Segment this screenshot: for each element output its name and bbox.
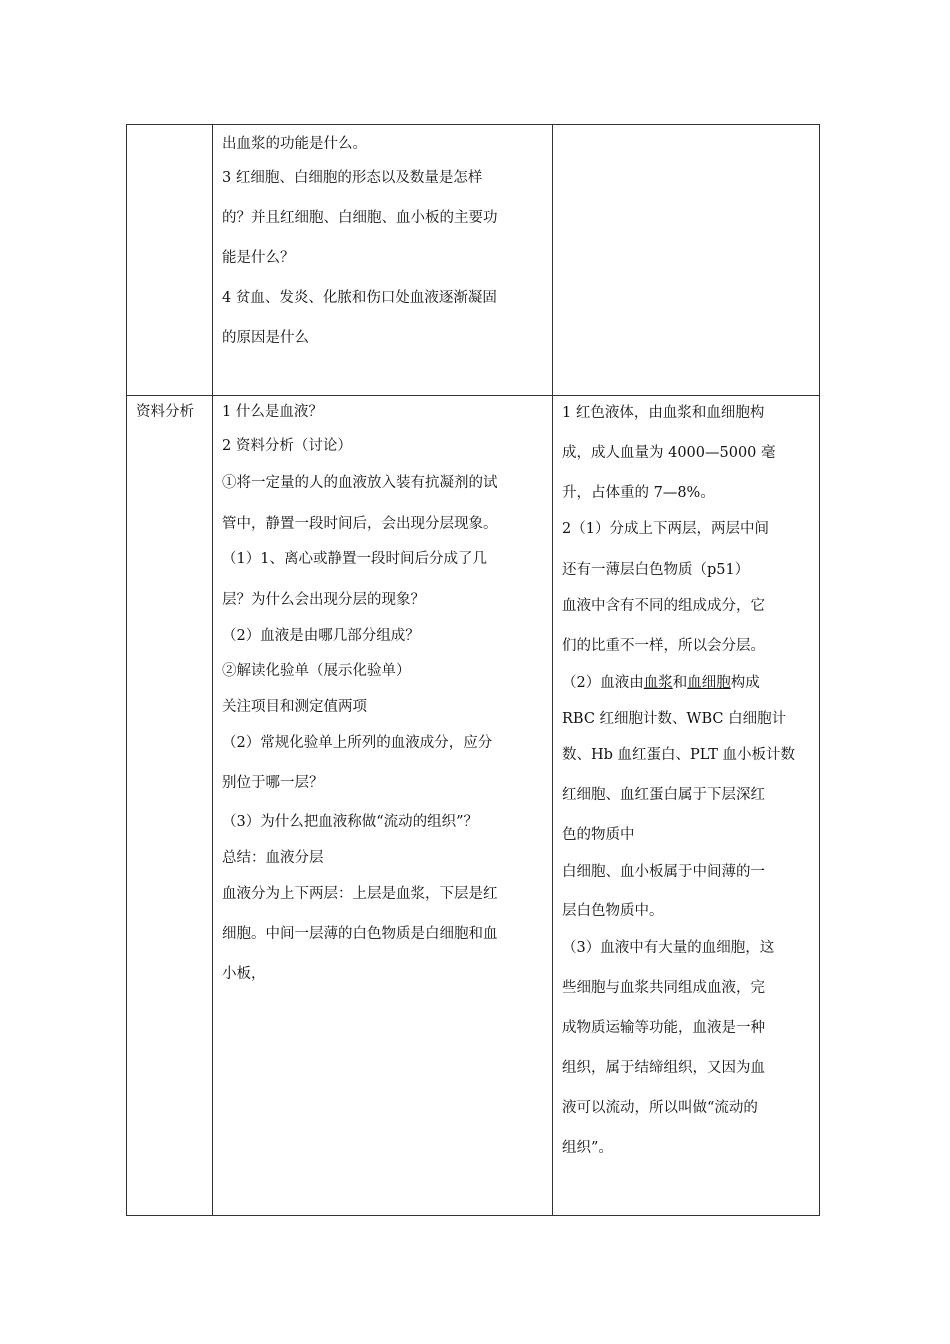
text-line: 3 红细胞、白细胞的形态以及数量是怎样 xyxy=(222,170,483,186)
text-line: 还有一薄层白色物质（p51） xyxy=(562,562,750,578)
row-divider xyxy=(127,395,819,396)
text-line: 血液分为上下两层：上层是血浆，下层是红 xyxy=(222,886,498,902)
text-line: 管中，静置一段时间后，会出现分层现象。 xyxy=(222,516,498,532)
text-line: 的原因是什么 xyxy=(222,330,309,346)
text-line: 出血浆的功能是什么。 xyxy=(222,136,367,152)
text-line: 色的物质中 xyxy=(562,827,635,843)
text-line: 小板， xyxy=(222,966,266,982)
text-line: 组织”。 xyxy=(562,1140,613,1156)
text-line: 2（1）分成上下两层，两层中间 xyxy=(562,521,769,537)
text-line: 们的比重不一样，所以会分层。 xyxy=(562,638,765,654)
column-divider-1 xyxy=(212,125,213,1215)
text-line: 能是什么？ xyxy=(222,250,295,266)
blood-cells-term: 血细胞 xyxy=(687,675,731,691)
composition-mid: 和 xyxy=(672,675,688,691)
text-line: 成，成人血量为 4000—5000 毫 xyxy=(562,445,776,461)
text-line: 关注项目和测定值两项 xyxy=(222,699,367,715)
text-line: （2）常规化验单上所列的血液成分，应分 xyxy=(222,735,493,751)
text-line: 升，占体重的 7—8%。 xyxy=(562,485,715,501)
text-line: 1 红色液体，由血浆和血细胞构 xyxy=(562,405,765,421)
text-line: 2 资料分析（讨论） xyxy=(222,438,352,454)
text-line: 总结：血液分层 xyxy=(222,850,324,866)
text-line: 层？为什么会出现分层的现象？ xyxy=(222,592,425,608)
composition-line xyxy=(562,671,760,692)
text-line: 些细胞与血浆共同组成血液，完 xyxy=(562,980,765,996)
composition-prefix: （2）血液由 xyxy=(562,675,644,691)
text-line: 红细胞、血红蛋白属于下层深红 xyxy=(562,787,765,803)
text-line: 别位于哪一层？ xyxy=(222,775,324,791)
text-line: 细胞。中间一层薄的白色物质是白细胞和血 xyxy=(222,926,498,942)
text-line: ②解读化验单（展示化验单） xyxy=(222,663,411,679)
text-line: 4 贫血、发炎、化脓和伤口处血液逐渐凝固 xyxy=(222,290,497,306)
text-line: 液可以流动，所以叫做“流动的 xyxy=(562,1100,758,1116)
text-line: （2）血液是由哪几部分组成？ xyxy=(222,628,420,644)
text-line: 血液中含有不同的组成成分，它 xyxy=(562,598,765,614)
text-line: RBC 红细胞计数、WBC 白细胞计 xyxy=(562,711,787,727)
composition-suffix: 构成 xyxy=(730,675,760,691)
text-line: 数、Hb 血红蛋白、PLT 血小板计数 xyxy=(562,747,796,763)
text-line: 成物质运输等功能，血液是一种 xyxy=(562,1020,765,1036)
text-line: 层白色物质中。 xyxy=(562,903,664,919)
text-line: ①将一定量的人的血液放入装有抗凝剂的试 xyxy=(222,475,498,491)
text-line: 1 什么是血液？ xyxy=(222,404,323,420)
text-line: 的？并且红细胞、白细胞、血小板的主要功 xyxy=(222,210,498,226)
lesson-table xyxy=(126,124,820,1216)
text-line: （1）1、离心或静置一段时间后分成了几 xyxy=(222,551,487,567)
text-line: 白细胞、血小板属于中间薄的一 xyxy=(562,864,765,880)
section-label: 资料分析 xyxy=(136,404,194,420)
text-line: （3）为什么把血液称做“流动的组织”？ xyxy=(222,814,479,830)
text-line: （3）血液中有大量的血细胞，这 xyxy=(562,940,775,956)
plasma-term: 血浆 xyxy=(643,675,673,691)
text-line: 组织，属于结缔组织，又因为血 xyxy=(562,1060,765,1076)
column-divider-2 xyxy=(552,125,553,1215)
